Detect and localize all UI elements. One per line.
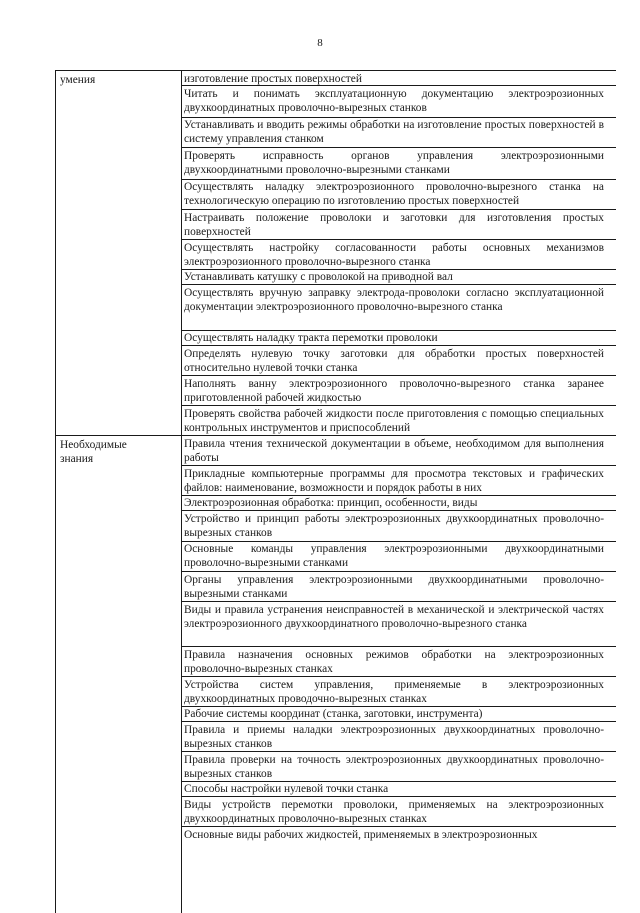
page-number: 8	[317, 37, 323, 49]
skill-item: Устанавливать и вводить режимы обработки на изготовление простых поверхностей в систему управления станком	[184, 119, 604, 146]
row-divider	[181, 345, 616, 346]
row-divider	[181, 284, 616, 285]
skill-item: Определять нулевую точку заготовки для обработки простых поверхностей относительно нулевой точки станка	[184, 348, 604, 375]
knowledge-item: Рабочие системы координат (станка, заготовки, инструмента)	[184, 708, 483, 720]
knowledge-item: Способы настройки нулевой точки станка	[184, 783, 389, 795]
row-divider	[181, 239, 616, 240]
row-divider	[181, 85, 616, 86]
skill-item: Читать и понимать эксплуатационную документацию электроэрозионных двухкоординатных проволочно-вырезных станков	[184, 88, 604, 115]
row-divider	[181, 751, 616, 752]
knowledge-item: Правила и приемы наладки электроэрозионных двухкоординатных проволочно-вырезных станков	[184, 724, 604, 751]
row-divider	[181, 571, 616, 572]
requirements-table	[55, 70, 616, 913]
row-divider	[181, 676, 616, 677]
knowledge-item: Правила назначения основных режимов обработки на электроэрозионных проволочно-вырезных станках	[184, 649, 604, 676]
column-divider	[181, 71, 182, 913]
skill-item: Устанавливать катушку с проволокой на приводной вал	[184, 271, 453, 283]
skill-item: Осуществлять вручную заправку электрода-проволоки согласно эксплуатационной документации электроэрозионного проволочно-вырезного станка	[184, 287, 604, 314]
knowledge-item: Основные виды рабочих жидкостей, применяемых в электроэрозионных	[184, 829, 538, 841]
skill-item: Наполнять ванну электроэрозионного проволочно-вырезного станка заранее приготовленной рабочей жидкостью	[184, 378, 604, 405]
row-divider	[181, 826, 616, 827]
skill-item: Осуществлять настройку согласованности работы основных механизмов электроэрозионного проволочно-вырезного станка	[184, 242, 604, 269]
knowledge-item: Устройства систем управления, применяемые в электроэрозионных двухкоординатных проводочно-вырезных станках	[184, 679, 604, 706]
knowledge-item: Основные команды управления электроэрозионными двухкоординатными проволочно-вырезными станками	[184, 543, 604, 570]
knowledge-item: Правила чтения технической документации в объеме, необходимом для выполнения работы	[184, 438, 604, 465]
row-divider	[181, 405, 616, 406]
row-divider	[181, 147, 616, 148]
category-label-line: знания	[60, 453, 94, 465]
knowledge-item: Прикладные компьютерные программы для просмотра текстовых и графических файлов: наименование, возможности и порядок работы в них	[184, 468, 604, 495]
row-divider	[181, 796, 616, 797]
row-divider	[181, 465, 616, 466]
row-divider	[181, 209, 616, 210]
skill-item: Проверять свойства рабочей жидкости после приготовления с помощью специальных контрольных инструментов и приспособлений	[184, 408, 604, 435]
row-divider	[181, 510, 616, 511]
knowledge-item: Правила проверки на точность электроэрозионных двухкоординатных проволочно-вырезных станков	[184, 754, 604, 781]
skill-item: Настраивать положение проволоки и заготовки для изготовления простых поверхностей	[184, 212, 604, 239]
row-divider	[181, 375, 616, 376]
category-label-skills: умения	[60, 74, 96, 86]
skill-item: Осуществлять наладку электроэрозионного проволочно-вырезного станка на технологическую операцию по изготовлению простых поверхностей	[184, 181, 604, 208]
knowledge-item: Виды и правила устранения неисправностей в механической и электрической частях электроэрозионного двухкоординатного проволочно-вырезного станка	[184, 604, 604, 631]
row-divider	[181, 646, 616, 647]
knowledge-item: Электроэрозионная обработка: принцип, особенности, виды	[184, 497, 478, 509]
row-divider	[181, 601, 616, 602]
knowledge-item: Органы управления электроэрозионными двухкоординатными проволочно-вырезными станками	[184, 574, 604, 601]
row-divider	[181, 721, 616, 722]
category-label-knowledge	[60, 438, 127, 466]
skill-item: Проверять исправность органов управления электроэрозионными двухкоординатными проволочно-вырезными станками	[184, 150, 604, 177]
skill-item: Осуществлять наладку тракта перемотки проволоки	[184, 332, 438, 344]
knowledge-item: Устройство и принцип работы электроэрозионных двухкоординатных проволочно-вырезных станков	[184, 513, 604, 540]
skill-item: изготовление простых поверхностей	[184, 73, 362, 85]
knowledge-item: Виды устройств перемотки проволоки, применяемых на электроэрозионных двухкоординатных проволочно-вырезных станках	[184, 799, 604, 826]
section-divider	[55, 435, 616, 436]
category-label-line: Необходимые	[60, 439, 127, 451]
